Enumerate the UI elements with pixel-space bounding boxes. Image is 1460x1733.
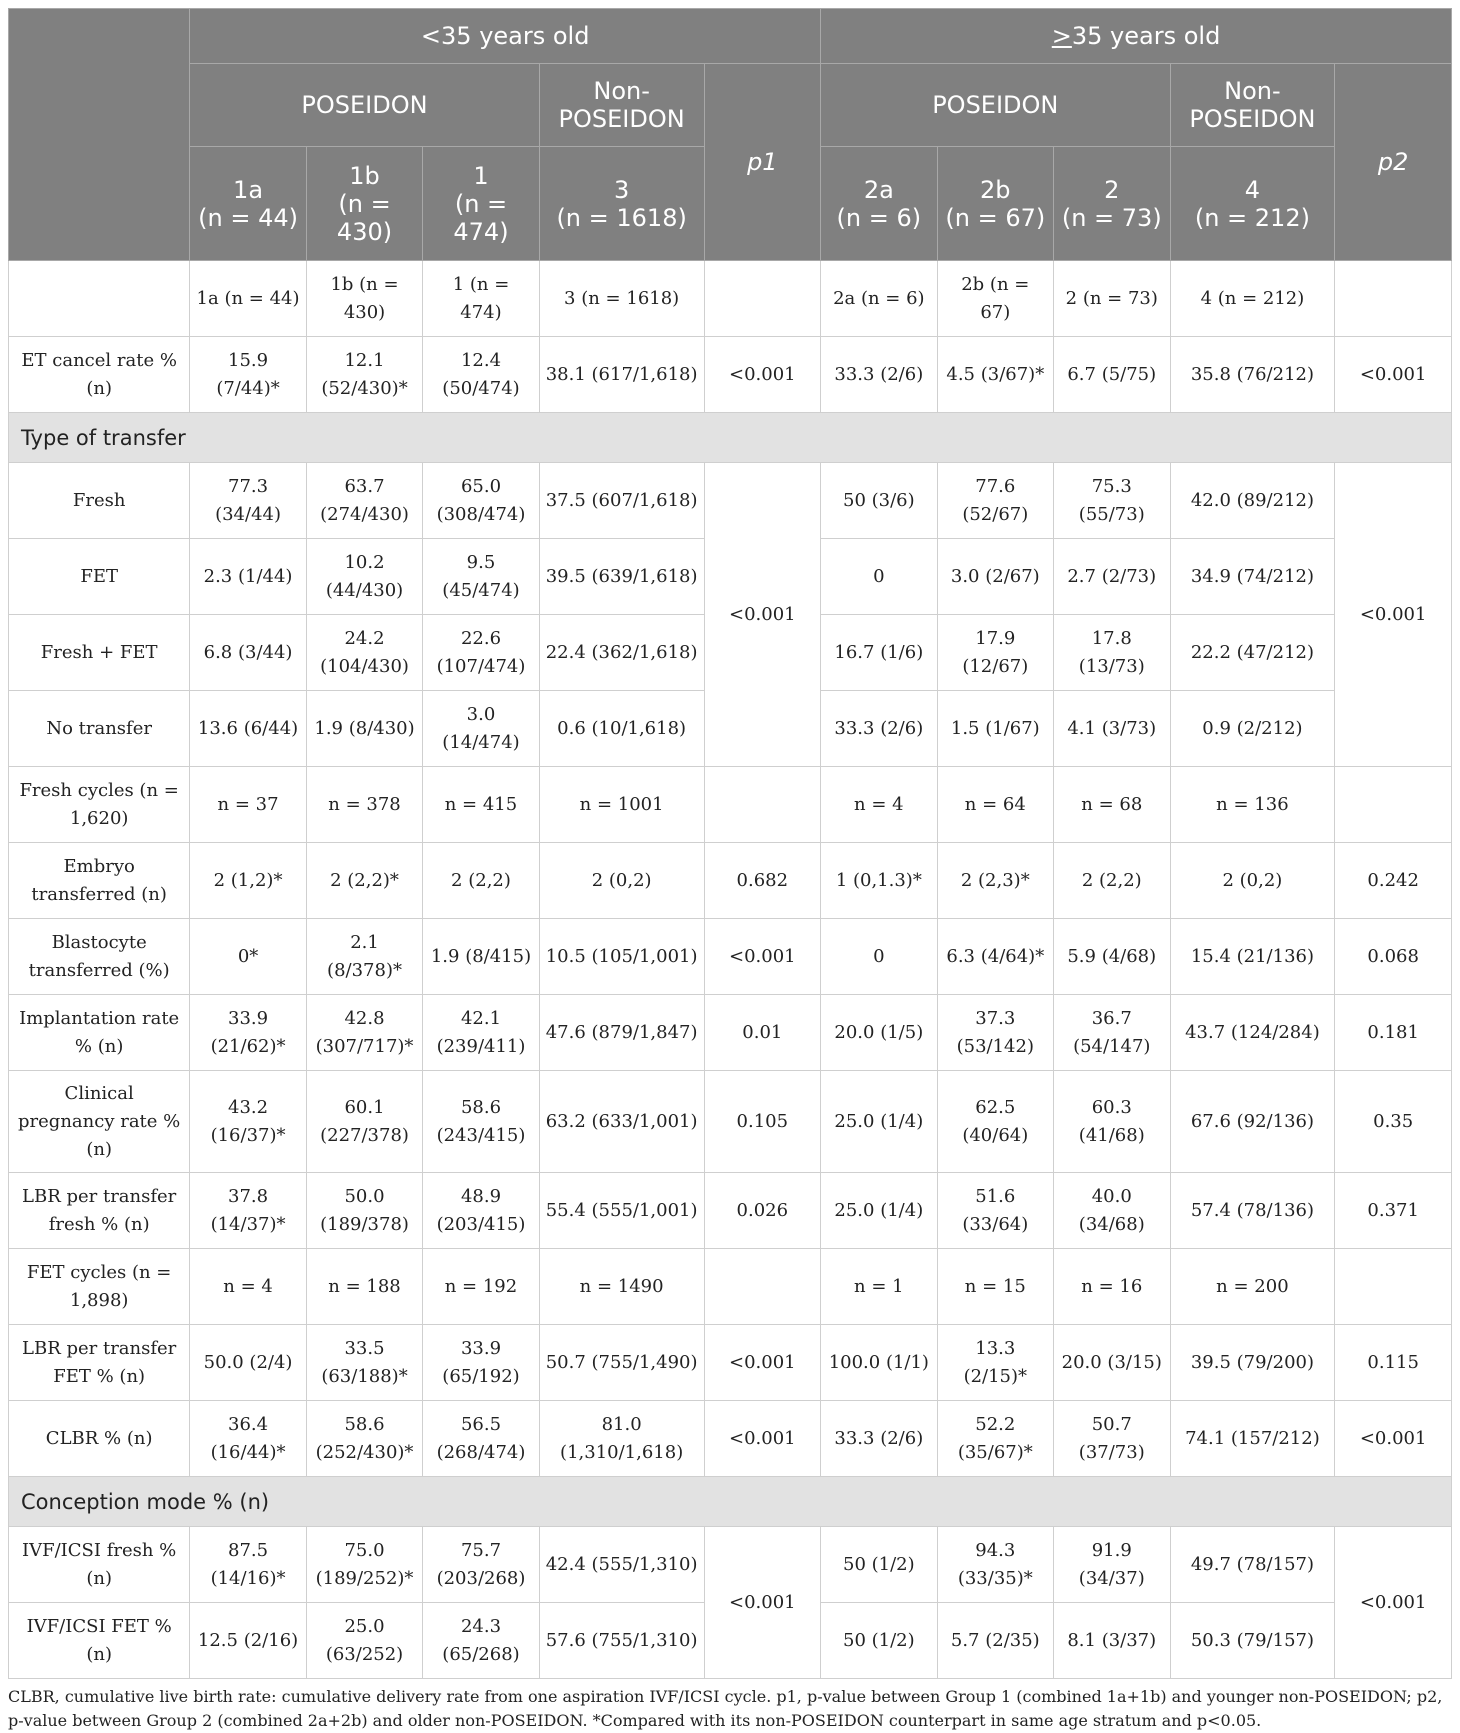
table-cell: 2.1 (8/378)* (306, 919, 422, 995)
table-cell: 43.2 (16/37)* (190, 1071, 306, 1173)
table-cell: 33.9 (21/62)* (190, 995, 306, 1071)
table-cell: 58.6 (243/415) (423, 1071, 539, 1173)
table-cell: 2.3 (1/44) (190, 539, 306, 615)
table-cell: 0.242 (1335, 843, 1452, 919)
row-label: Fresh cycles (n = 1,620) (9, 767, 190, 843)
table-cell: 4 (n = 212) (1170, 261, 1335, 337)
table-cell: 50 (3/6) (821, 463, 937, 539)
header-corner (9, 9, 190, 261)
table-cell: 4.1 (3/73) (1054, 691, 1170, 767)
table-cell: 39.5 (79/200) (1170, 1325, 1335, 1401)
table-cell: 1 (0,1.3)* (821, 843, 937, 919)
p2-value: <0.001 (1335, 1527, 1452, 1679)
table-cell: 63.7 (274/430) (306, 463, 422, 539)
table-cell: 37.5 (607/1,618) (539, 463, 704, 539)
header-group-1: 1 (n = 474) (423, 147, 539, 261)
table-row (9, 337, 1452, 413)
table-cell: 1a (n = 44) (190, 261, 306, 337)
p2-value: <0.001 (1335, 463, 1452, 767)
table-cell: 20.0 (1/5) (821, 995, 937, 1071)
table-cell: 50.7 (755/1,490) (539, 1325, 704, 1401)
table-cell: 3 (n = 1618) (539, 261, 704, 337)
table-cell: 1b (n = 430) (306, 261, 422, 337)
table-cell (704, 1249, 821, 1325)
table-cell: n = 64 (937, 767, 1053, 843)
table-cell: 48.9 (203/415) (423, 1173, 539, 1249)
table-cell: <0.001 (704, 1325, 821, 1401)
row-label (9, 261, 190, 337)
table-cell: 67.6 (92/136) (1170, 1071, 1335, 1173)
table-cell: 0.115 (1335, 1325, 1452, 1401)
table-cell: <0.001 (704, 337, 821, 413)
gte-symbol: > (1051, 22, 1072, 50)
row-label: Blastocyte transferred (%) (9, 919, 190, 995)
table-cell: 22.4 (362/1,618) (539, 615, 704, 691)
table-cell: 94.3 (33/35)* (937, 1527, 1053, 1603)
table-cell: 50 (1/2) (821, 1527, 937, 1603)
table-cell: 38.1 (617/1,618) (539, 337, 704, 413)
table-cell: 42.8 (307/717)* (306, 995, 422, 1071)
table-cell: 2 (0,2) (539, 843, 704, 919)
table-cell: n = 192 (423, 1249, 539, 1325)
table-cell: n = 1 (821, 1249, 937, 1325)
table-cell: 1.9 (8/415) (423, 919, 539, 995)
table-cell: 36.7 (54/147) (1054, 995, 1170, 1071)
table-cell: 50.0 (2/4) (190, 1325, 306, 1401)
table-cell: 3.0 (2/67) (937, 539, 1053, 615)
table-cell: 33.5 (63/188)* (306, 1325, 422, 1401)
row-label: Fresh + FET (9, 615, 190, 691)
header-poseidon-old: POSEIDON (821, 64, 1170, 147)
table-cell: 2 (2,3)* (937, 843, 1053, 919)
table-cell: 3.0 (14/474) (423, 691, 539, 767)
table-cell (1335, 1249, 1452, 1325)
header-p1: p1 (704, 64, 821, 261)
table-cell: 8.1 (3/37) (1054, 1603, 1170, 1679)
table-cell: 33.3 (2/6) (821, 1401, 937, 1477)
table-cell: 13.3 (2/15)* (937, 1325, 1053, 1401)
table-cell: 6.8 (3/44) (190, 615, 306, 691)
table-cell: 75.3 (55/73) (1054, 463, 1170, 539)
table-cell: 0.181 (1335, 995, 1452, 1071)
table-cell (704, 261, 821, 337)
table-cell: 1.5 (1/67) (937, 691, 1053, 767)
table-cell: n = 4 (190, 1249, 306, 1325)
table-cell: 0 (821, 539, 937, 615)
table-cell: 87.5 (14/16)* (190, 1527, 306, 1603)
row-label: No transfer (9, 691, 190, 767)
table-cell: 58.6 (252/430)* (306, 1401, 422, 1477)
table-cell: 77.3 (34/44) (190, 463, 306, 539)
table-cell: 0.01 (704, 995, 821, 1071)
row-label: FET (9, 539, 190, 615)
table-cell: n = 200 (1170, 1249, 1335, 1325)
table-cell: 25.0 (1/4) (821, 1071, 937, 1173)
header-group-2a: 2a (n = 6) (821, 147, 937, 261)
table-cell: 50 (1/2) (821, 1603, 937, 1679)
table-cell: 75.7 (203/268) (423, 1527, 539, 1603)
table-cell: 42.4 (555/1,310) (539, 1527, 704, 1603)
p1-value: <0.001 (704, 1527, 821, 1679)
table-cell: 60.1 (227/378) (306, 1071, 422, 1173)
table-cell: 43.7 (124/284) (1170, 995, 1335, 1071)
table-cell: 74.1 (157/212) (1170, 1401, 1335, 1477)
table-row (9, 1527, 1452, 1603)
table-cell: 2.7 (2/73) (1054, 539, 1170, 615)
table-cell: n = 136 (1170, 767, 1335, 843)
section-row (9, 1477, 1452, 1527)
table-cell: 4.5 (3/67)* (937, 337, 1053, 413)
table-cell: 0* (190, 919, 306, 995)
table-cell: n = 16 (1054, 1249, 1170, 1325)
table-cell: <0.001 (1335, 1401, 1452, 1477)
table-cell: 12.1 (52/430)* (306, 337, 422, 413)
header-poseidon-young: POSEIDON (190, 64, 539, 147)
table-cell: 49.7 (78/157) (1170, 1527, 1335, 1603)
table-cell: 56.5 (268/474) (423, 1401, 539, 1477)
table-cell: 60.3 (41/68) (1054, 1071, 1170, 1173)
table-cell: 25.0 (1/4) (821, 1173, 937, 1249)
table-cell: 10.2 (44/430) (306, 539, 422, 615)
table-cell: 51.6 (33/64) (937, 1173, 1053, 1249)
row-label: Clinical pregnancy rate % (n) (9, 1071, 190, 1173)
table-cell: 52.2 (35/67)* (937, 1401, 1053, 1477)
header-age-old (821, 9, 1452, 64)
table-cell: <0.001 (704, 919, 821, 995)
table-container (8, 8, 1452, 1733)
table-cell: 0.9 (2/212) (1170, 691, 1335, 767)
table-cell: 0.068 (1335, 919, 1452, 995)
table-row (9, 843, 1452, 919)
table-cell: 20.0 (3/15) (1054, 1325, 1170, 1401)
header-p2: p2 (1335, 64, 1452, 261)
header-age-old-text: 35 years old (1071, 22, 1221, 50)
table-cell: 1 (n = 474) (423, 261, 539, 337)
table-cell: 50.0 (189/378) (306, 1173, 422, 1249)
table-row (9, 261, 1452, 337)
row-label: CLBR % (n) (9, 1401, 190, 1477)
p1-value: <0.001 (704, 463, 821, 767)
row-label: FET cycles (n = 1,898) (9, 1249, 190, 1325)
table-cell: 16.7 (1/6) (821, 615, 937, 691)
header-group-3: 3 (n = 1618) (539, 147, 704, 261)
table-cell (1335, 767, 1452, 843)
table-row (9, 1325, 1452, 1401)
table-cell: 65.0 (308/474) (423, 463, 539, 539)
table-cell: n = 378 (306, 767, 422, 843)
table-cell: 39.5 (639/1,618) (539, 539, 704, 615)
table-cell: 24.3 (65/268) (423, 1603, 539, 1679)
table-cell: 6.7 (5/75) (1054, 337, 1170, 413)
table-cell: 6.3 (4/64)* (937, 919, 1053, 995)
table-cell: 5.9 (4/68) (1054, 919, 1170, 995)
header-group-4: 4 (n = 212) (1170, 147, 1335, 261)
row-label: Embryo transferred (n) (9, 843, 190, 919)
table-cell: 50.3 (79/157) (1170, 1603, 1335, 1679)
table-row (9, 463, 1452, 539)
table-cell: 55.4 (555/1,001) (539, 1173, 704, 1249)
table-cell: 15.4 (21/136) (1170, 919, 1335, 995)
table-cell: 33.9 (65/192) (423, 1325, 539, 1401)
row-label: LBR per transfer fresh % (n) (9, 1173, 190, 1249)
table-row (9, 1071, 1452, 1173)
table-cell: n = 1001 (539, 767, 704, 843)
table-cell: 0.6 (10/1,618) (539, 691, 704, 767)
table-cell: <0.001 (1335, 337, 1452, 413)
results-table (8, 8, 1452, 1679)
table-cell: 2b (n = 67) (937, 261, 1053, 337)
table-cell: n = 68 (1054, 767, 1170, 843)
table-cell: 1.9 (8/430) (306, 691, 422, 767)
table-cell: 37.8 (14/37)* (190, 1173, 306, 1249)
table-cell: 0.35 (1335, 1071, 1452, 1173)
table-cell: 24.2 (104/430) (306, 615, 422, 691)
table-cell: 0 (821, 919, 937, 995)
table-cell: 36.4 (16/44)* (190, 1401, 306, 1477)
table-cell: n = 1490 (539, 1249, 704, 1325)
table-cell: 9.5 (45/474) (423, 539, 539, 615)
table-cell (704, 767, 821, 843)
table-cell: 0.105 (704, 1071, 821, 1173)
header-group-1b: 1b (n = 430) (306, 147, 422, 261)
table-cell: n = 15 (937, 1249, 1053, 1325)
table-cell: 50.7 (37/73) (1054, 1401, 1170, 1477)
row-label: ET cancel rate % (n) (9, 337, 190, 413)
table-cell: 47.6 (879/1,847) (539, 995, 704, 1071)
header-group-1a: 1a (n = 44) (190, 147, 306, 261)
table-cell: 12.5 (2/16) (190, 1603, 306, 1679)
table-cell: 13.6 (6/44) (190, 691, 306, 767)
table-cell: 0.371 (1335, 1173, 1452, 1249)
table-cell: 2a (n = 6) (821, 261, 937, 337)
header-group-2: 2 (n = 73) (1054, 147, 1170, 261)
header-age-young: <35 years old (190, 9, 821, 64)
table-row (9, 767, 1452, 843)
table-cell: 17.8 (13/73) (1054, 615, 1170, 691)
table-cell: 15.9 (7/44)* (190, 337, 306, 413)
table-cell: 35.8 (76/212) (1170, 337, 1335, 413)
table-cell: n = 37 (190, 767, 306, 843)
table-cell: n = 188 (306, 1249, 422, 1325)
table-cell: n = 415 (423, 767, 539, 843)
table-cell: 42.1 (239/411) (423, 995, 539, 1071)
table-cell: 22.6 (107/474) (423, 615, 539, 691)
table-cell: 63.2 (633/1,001) (539, 1071, 704, 1173)
table-cell: 40.0 (34/68) (1054, 1173, 1170, 1249)
table-cell: 0.026 (704, 1173, 821, 1249)
table-cell: 81.0 (1,310/1,618) (539, 1401, 704, 1477)
table-row (9, 1249, 1452, 1325)
header-non-poseidon-young: Non-POSEIDON (539, 64, 704, 147)
table-cell: 57.6 (755/1,310) (539, 1603, 704, 1679)
table-row (9, 919, 1452, 995)
table-cell: 10.5 (105/1,001) (539, 919, 704, 995)
header-group-2b: 2b (n = 67) (937, 147, 1053, 261)
table-cell: 37.3 (53/142) (937, 995, 1053, 1071)
section-title-conception: Conception mode % (n) (9, 1477, 1452, 1527)
row-label: IVF/ICSI fresh % (n) (9, 1527, 190, 1603)
table-cell: 2 (2,2) (1054, 843, 1170, 919)
section-title-transfer: Type of transfer (9, 413, 1452, 463)
table-cell: 12.4 (50/474) (423, 337, 539, 413)
row-label: Implantation rate % (n) (9, 995, 190, 1071)
table-footnote: CLBR, cumulative live birth rate: cumulative delivery rate from one aspiration IVF/ICSI cycle. p1, p-value between Group 1 (combined 1a+1b) and younger non-POSEIDON; p2, p-value between Group 2 (combined 2a+2b) and older non-POSEIDON. *Compared with its non-POSEIDON counterpart in same age stratum and p<0.05. (8, 1687, 1443, 1730)
table-row (9, 1401, 1452, 1477)
table-cell: 75.0 (189/252)* (306, 1527, 422, 1603)
table-cell: 91.9 (34/37) (1054, 1527, 1170, 1603)
row-label: LBR per transfer FET % (n) (9, 1325, 190, 1401)
table-cell: 34.9 (74/212) (1170, 539, 1335, 615)
table-cell: 17.9 (12/67) (937, 615, 1053, 691)
table-cell: 25.0 (63/252) (306, 1603, 422, 1679)
header-non-poseidon-old: Non-POSEIDON (1170, 64, 1335, 147)
table-cell: 33.3 (2/6) (821, 691, 937, 767)
table-cell: 0.682 (704, 843, 821, 919)
table-cell: 5.7 (2/35) (937, 1603, 1053, 1679)
table-cell: n = 4 (821, 767, 937, 843)
table-cell: 2 (2,2)* (306, 843, 422, 919)
table-cell: 2 (2,2) (423, 843, 539, 919)
row-label: IVF/ICSI FET % (n) (9, 1603, 190, 1679)
table-cell: 2 (n = 73) (1054, 261, 1170, 337)
table-cell: 57.4 (78/136) (1170, 1173, 1335, 1249)
table-cell: 100.0 (1/1) (821, 1325, 937, 1401)
table-cell: <0.001 (704, 1401, 821, 1477)
table-cell: 2 (0,2) (1170, 843, 1335, 919)
table-cell: 22.2 (47/212) (1170, 615, 1335, 691)
table-cell (1335, 261, 1452, 337)
table-cell: 2 (1,2)* (190, 843, 306, 919)
table-cell: 77.6 (52/67) (937, 463, 1053, 539)
row-label: Fresh (9, 463, 190, 539)
section-row (9, 413, 1452, 463)
table-row (9, 1173, 1452, 1249)
table-cell: 33.3 (2/6) (821, 337, 937, 413)
table-cell: 62.5 (40/64) (937, 1071, 1053, 1173)
table-cell: 42.0 (89/212) (1170, 463, 1335, 539)
table-row (9, 995, 1452, 1071)
